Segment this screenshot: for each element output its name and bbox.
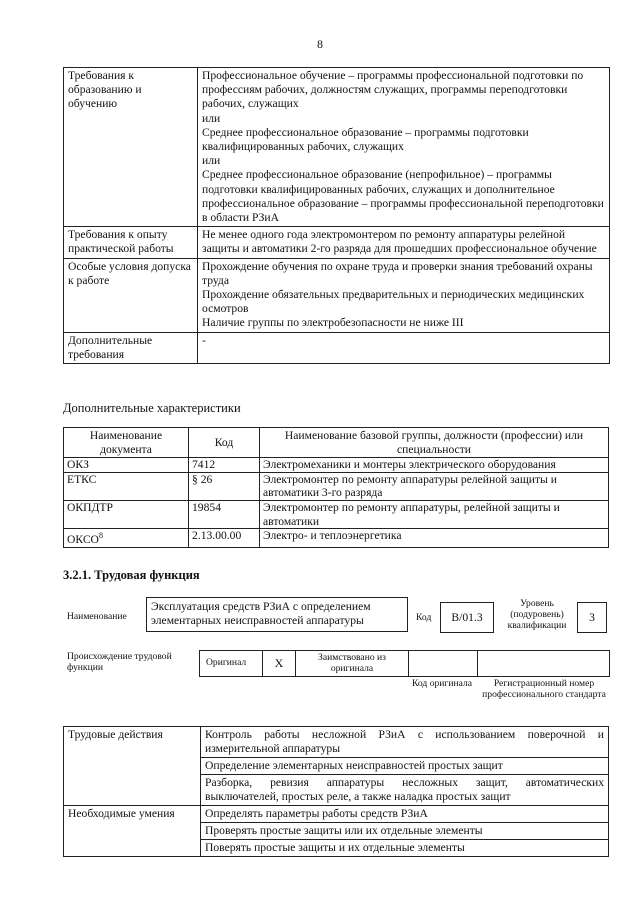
action-item: Определение элементарных неисправностей простых защит [201, 758, 609, 775]
table-row [64, 500, 609, 528]
column-header: Наименование документа [64, 428, 189, 458]
column-header: Наименование базовой группы, должности (профессии) или специальности [260, 428, 609, 458]
labor-actions-table [63, 726, 609, 857]
code-box [440, 602, 494, 633]
table-cell: Электромонтер по ремонту аппаратуры релейной защиты и автоматики 3-го разряда [260, 472, 609, 500]
skill-item: Проверять простые защиты или их отдельные элементы [201, 823, 609, 840]
code-value: В/01.3 [451, 611, 483, 624]
original-cell [199, 650, 263, 677]
table-row [64, 727, 609, 758]
text-line: Не менее одного года электромонтером по ремонту аппаратуры релейной защиты и автоматики 2-го разряда для прошедших профессиональное обучение [202, 228, 597, 256]
skill-item: Определять параметры работы средств РЗиА [201, 806, 609, 823]
reg-number-label: Регистрационный номер профессионального стандарта [482, 678, 606, 700]
education-label: Требования к образованию и обучению [64, 68, 198, 227]
page-number: 8 [317, 37, 323, 51]
table-header-row [64, 428, 609, 458]
experience-value [198, 227, 610, 258]
text-line: Наличие группы по электробезопасности не ниже III [202, 316, 464, 330]
qualification-table [63, 67, 610, 364]
extra-characteristics-table [63, 427, 609, 548]
conditions-label: Особые условия допуска к работе [64, 258, 198, 332]
table-row [64, 806, 609, 823]
table-row [64, 332, 610, 363]
table-cell: 2.13.00.00 [189, 529, 260, 547]
experience-label: Требования к опыту практической работы [64, 227, 198, 258]
conditions-value [198, 258, 610, 332]
text-line: Прохождение обязательных предварительных и периодических медицинских осмотров [202, 288, 585, 316]
actions-label: Трудовые действия [64, 727, 201, 806]
text-line: Среднее профессиональное образование – программы подготовки квалифицированных рабочих, служащих [202, 125, 529, 154]
code-original-label: Код оригинала [411, 678, 473, 689]
table-row [64, 472, 609, 500]
additional-value [198, 332, 610, 363]
additional-label: Дополнительные требования [64, 332, 198, 363]
function-name-value: Эксплуатация средств РЗиА с определением элементарных неисправностей аппаратуры [151, 600, 371, 627]
skills-label: Необходимые умения [64, 806, 201, 857]
function-heading: 3.2.1. Трудовая функция [63, 568, 200, 582]
table-cell: ОКЗ [64, 458, 189, 473]
table-row [64, 529, 609, 547]
education-value [198, 68, 610, 227]
table-row [64, 227, 610, 258]
text-line: Среднее профессиональное образование (непрофильное) – программы подготовки квалифицированных рабочих, служащих и дополнительное профессиональное образование – программы профессиональной переподготовки в области РЗиА [202, 168, 604, 225]
table-cell: ЕТКС [64, 472, 189, 500]
borrowed-label: Заимствовано из оригинала [318, 652, 386, 674]
action-item: Контроль работы несложной РЗиА с использованием поверочной и измерительной аппаратуры [201, 727, 609, 758]
name-label: Наименование [67, 611, 127, 622]
extra-heading: Дополнительные характеристики [63, 401, 241, 415]
table-cell: 19854 [189, 500, 260, 528]
table-row [64, 458, 609, 473]
original-mark: X [274, 656, 284, 670]
origin-label: Происхождение трудовой функции [67, 651, 172, 673]
table-cell [64, 529, 189, 547]
text-line: Профессиональное обучение – программы профессиональной подготовки по профессиям рабочих, должностям служащих, программы переподготовки рабочих, служащих [202, 69, 584, 111]
table-cell: § 26 [189, 472, 260, 500]
table-cell: ОКПДТР [64, 500, 189, 528]
column-header: Код [189, 428, 260, 458]
table-cell: Электро- и теплоэнергетика [260, 529, 609, 547]
skill-item: Поверять простые защиты и их отдельные элементы [201, 840, 609, 857]
level-label: Уровень (подуровень) квалификации [507, 598, 567, 631]
original-mark-cell [262, 650, 296, 677]
level-value: 3 [589, 611, 595, 624]
text-line: - [202, 333, 206, 347]
text-line: или [202, 154, 221, 168]
table-cell: Электромеханики и монтеры электрического оборудования [260, 458, 609, 473]
level-box [577, 602, 607, 633]
table-row [64, 68, 610, 227]
table-cell: Электромонтер по ремонту аппаратуры, релейной защиты и автоматики [260, 500, 609, 528]
okso-code-name: ОКСО [67, 533, 99, 547]
footnote-mark: 8 [98, 531, 103, 541]
reg-number-cell [477, 650, 610, 677]
code-label: Код [416, 612, 432, 623]
borrowed-cell [295, 650, 409, 677]
table-cell: 7412 [189, 458, 260, 473]
text-line: или [202, 111, 221, 125]
table-row [64, 258, 610, 332]
function-name-box [146, 597, 408, 632]
original-label: Оригинал [206, 657, 247, 668]
text-line: Прохождение обучения по охране труда и проверки знания требований охраны труда [202, 259, 593, 287]
action-item: Разборка, ревизия аппаратуры несложных защит, автоматических выключателей, простых реле, а также наладка простых защит [201, 775, 609, 806]
code-original-cell [408, 650, 478, 677]
